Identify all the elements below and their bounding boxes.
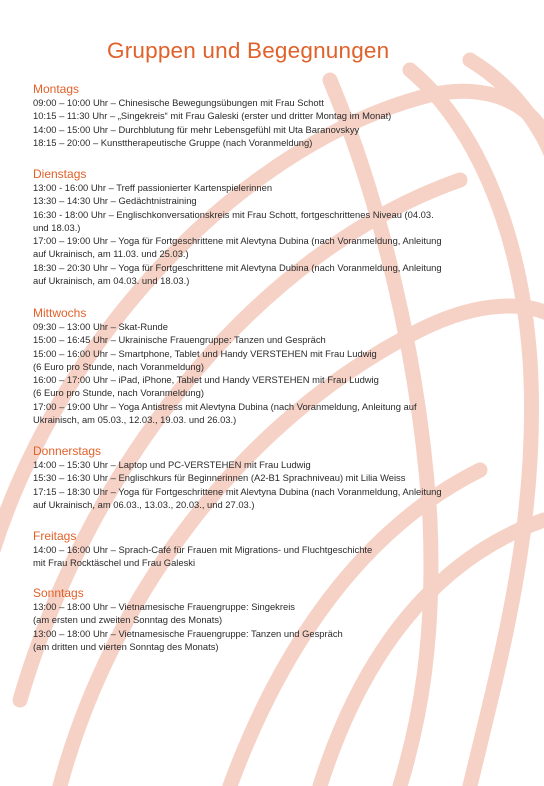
day-heading: Montags	[33, 82, 80, 96]
schedule-line: 14:00 – 15:00 Uhr – Durchblutung für mehr Lebensgefühl mit Uta Baranovskyy	[33, 123, 360, 135]
day-section-dienstags	[33, 167, 513, 287]
day-section-montags	[33, 82, 513, 149]
schedule-line: Ukrainisch, am 05.03., 12.03., 19.03. und 26.03.)	[33, 414, 237, 426]
schedule-line: auf Ukrainisch, am 06.03., 13.03., 20.03., und 27.03.)	[33, 498, 255, 510]
schedule-line: (am ersten und zweiten Sonntag des Monats)	[33, 614, 223, 626]
schedule-line: und 18.03.)	[33, 221, 81, 233]
schedule-line: 13:00 – 18:00 Uhr – Vietnamesische Frauengruppe: Singekreis	[33, 601, 295, 612]
schedule-line: 15:00 – 16:45 Uhr – Ukrainische Frauengruppe: Tanzen und Gespräch	[33, 334, 326, 346]
schedule-line: auf Ukrainisch, am 11.03. und 25.03.)	[33, 248, 189, 260]
day-heading: Donnerstags	[33, 444, 102, 458]
day-section-donnerstags	[33, 444, 513, 511]
schedule-line: 13:00 - 16:00 Uhr – Treff passionierter Kartenspielerinnen	[33, 182, 273, 193]
schedule-line: (am dritten und vierten Sonntag des Monats)	[33, 640, 219, 652]
schedule-line: 10:15 – 11:30 Uhr – „Singekreis“ mit Frau Galeski (erster und dritter Montag im Monat)	[33, 110, 392, 122]
schedule-line: 13:30 – 14:30 Uhr – Gedächtnistraining	[33, 195, 197, 207]
day-section-sonntags	[33, 586, 513, 653]
day-heading: Mittwochs	[33, 306, 87, 320]
day-heading: Sonntags	[33, 586, 84, 600]
schedule-line: auf Ukrainisch, am 04.03. und 18.03.)	[33, 275, 190, 287]
schedule-line: 13:00 – 18:00 Uhr – Vietnamesische Frauengruppe: Tanzen und Gespräch	[33, 627, 343, 639]
schedule-line: 09:30 – 13:00 Uhr – Skat-Runde	[33, 321, 168, 332]
schedule-line: (6 Euro pro Stunde, nach Voranmeldung)	[33, 360, 204, 372]
page-title: Gruppen und Begegnungen	[107, 38, 390, 63]
schedule-line: 18:15 – 20:00 – Kunsttherapeutische Gruppe (nach Voranmeldung)	[33, 136, 313, 148]
schedule-line: 17:15 – 18:30 Uhr – Yoga für Fortgeschrittene mit Alevtyna Dubina (nach Voranmeldung, Anleitung	[33, 485, 442, 497]
schedule-line: 16:30 - 18:00 Uhr – Englischkonversationskreis mit Frau Schott, fortgeschrittenes Niveau (04.03.	[33, 208, 434, 220]
day-section-freitags	[33, 529, 513, 570]
schedule-line: 17:00 – 19:00 Uhr – Yoga für Fortgeschrittene mit Alevtyna Dubina (nach Voranmeldung, Anleitung	[33, 235, 442, 247]
day-heading: Dienstags	[33, 167, 87, 181]
schedule-line: 14:00 – 15:30 Uhr – Laptop und PC-VERSTEHEN mit Frau Ludwig	[33, 459, 311, 470]
day-heading: Freitags	[33, 529, 77, 543]
schedule-line: 16:00 – 17:00 Uhr – iPad, iPhone, Tablet und Handy VERSTEHEN mit Frau Ludwig	[33, 374, 379, 386]
schedule-line: 15:00 – 16:00 Uhr – Smartphone, Tablet und Handy VERSTEHEN mit Frau Ludwig	[33, 347, 377, 359]
schedule-line: 18:30 – 20:30 Uhr – Yoga für Fortgeschrittene mit Alevtyna Dubina (nach Voranmeldung, Anleitung	[33, 261, 442, 273]
schedule-line: 14:00 – 16:00 Uhr – Sprach-Café für Frauen mit Migrations- und Fluchtgeschichte	[33, 544, 373, 555]
schedule-line: 09:00 – 10:00 Uhr – Chinesische Bewegungsübungen mit Frau Schott	[33, 97, 324, 108]
schedule-line: (6 Euro pro Stunde, nach Voranmeldung)	[33, 387, 204, 399]
schedule-line: 15:30 – 16:30 Uhr – Englischkurs für Beginnerinnen (A2-B1 Sprachniveau) mit Lilia Weiss	[33, 472, 406, 484]
day-section-mittwochs	[33, 306, 513, 426]
schedule-line: 17:00 – 19:00 Uhr – Yoga Antistress mit Alevtyna Dubina (nach Voranmeldung, Anleitung auf	[33, 400, 417, 412]
schedule-line: mit Frau Rocktäschel und Frau Galeski	[33, 557, 196, 569]
